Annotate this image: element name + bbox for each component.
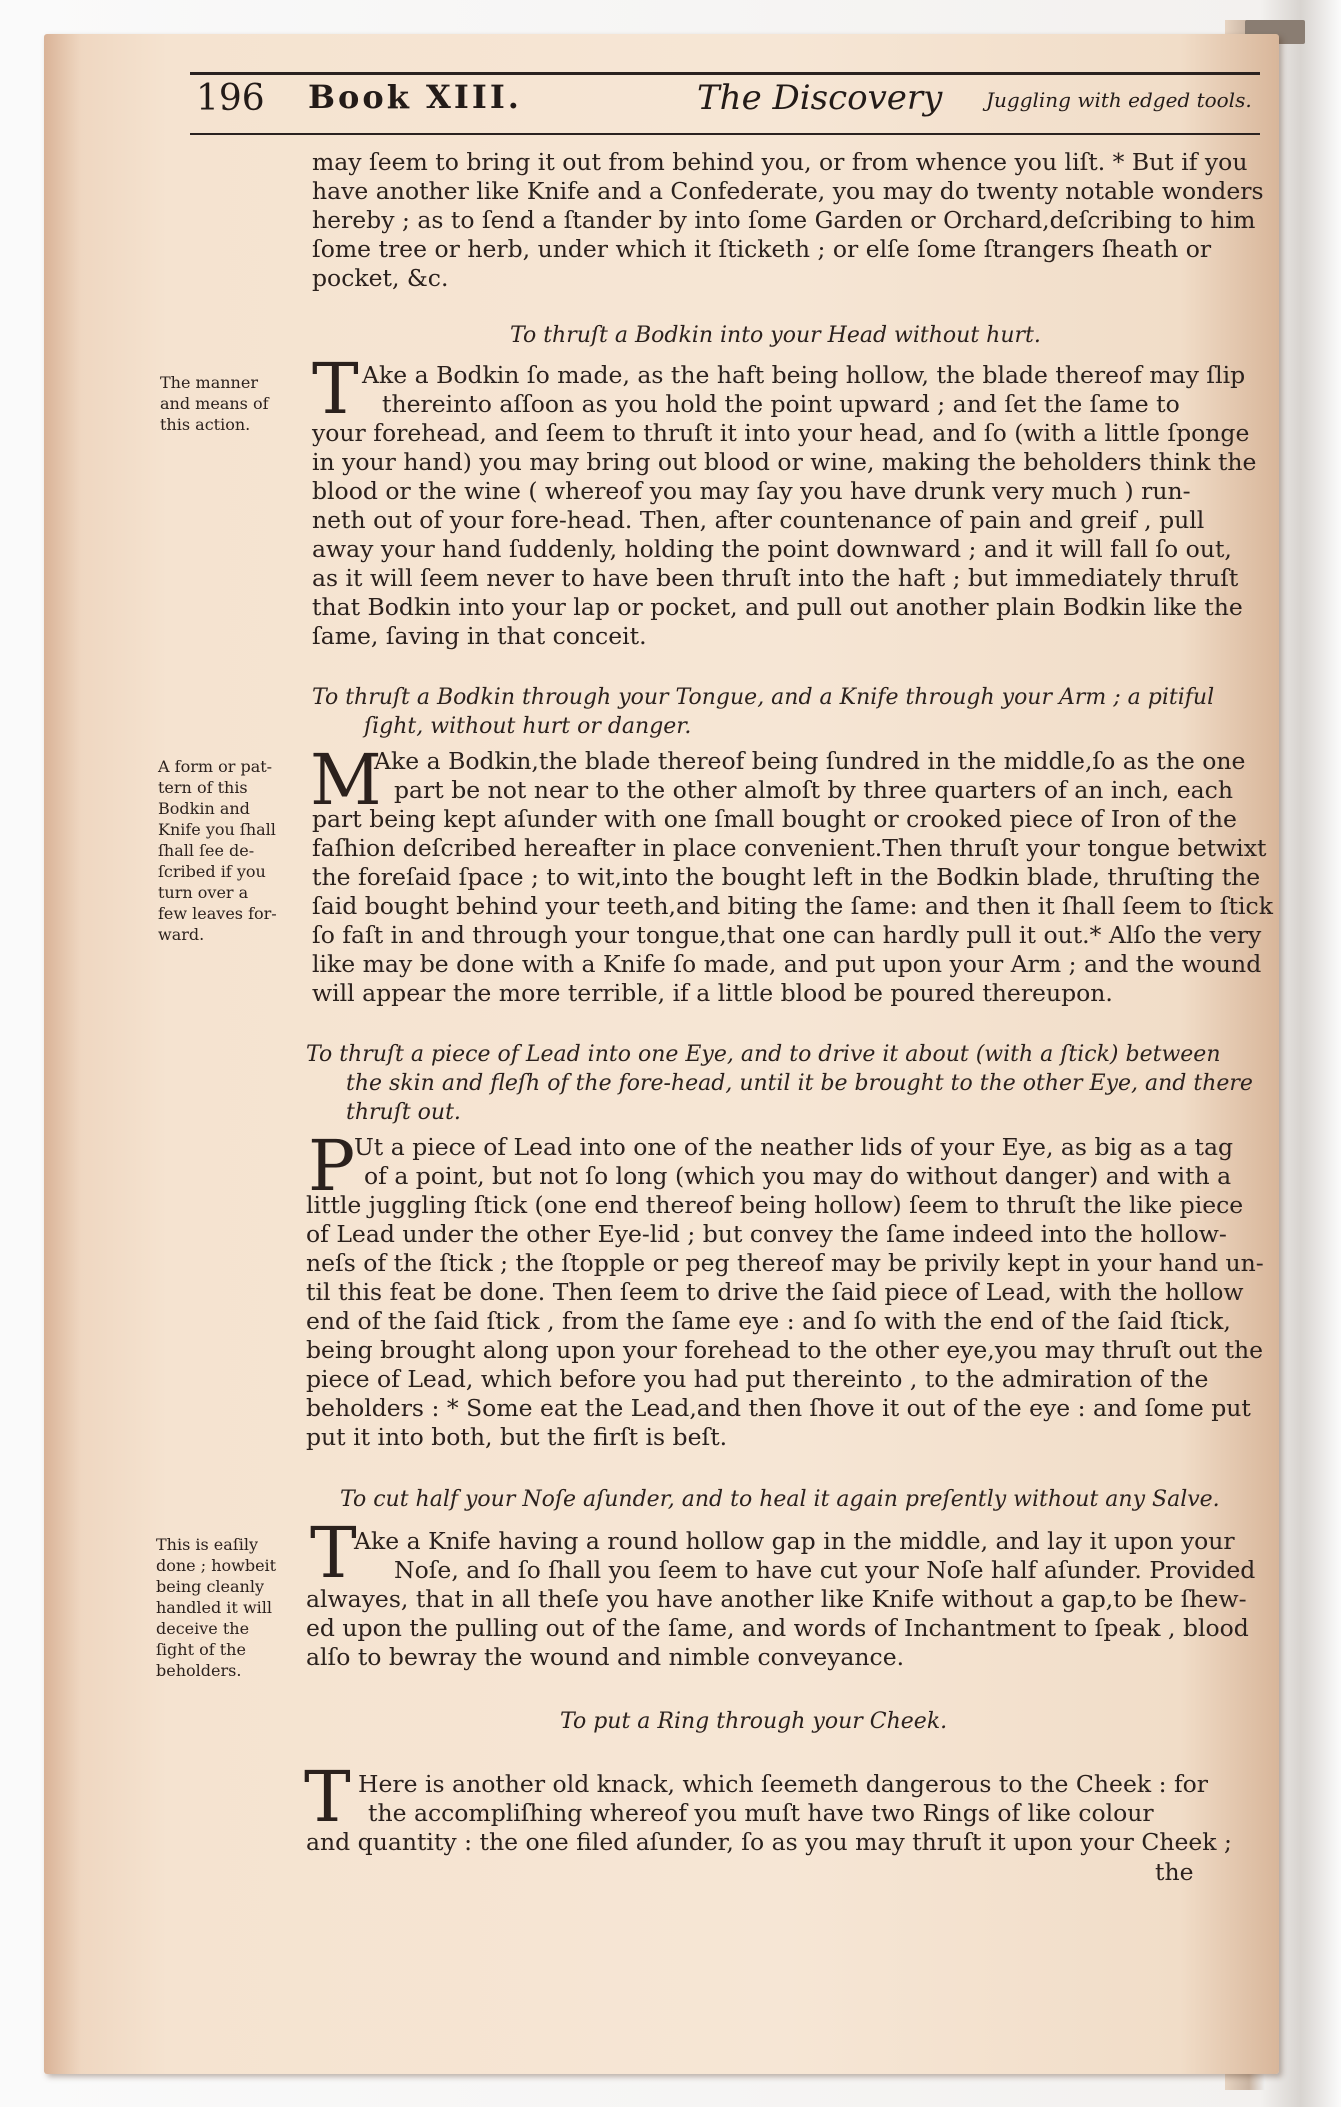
body-line: ſo faſt in and through your tongue,that one can hardly pull it out.* Alſo the very [312, 921, 1262, 949]
section-heading: To cut half your Noſe aſunder, and to heal it again preſently without any Salve. [340, 1487, 1220, 1512]
body-line: til this feat be done. Then ſeem to drive the ſaid piece of Lead, with the hollow [306, 1278, 1244, 1306]
margin-note: A form or pat- [158, 757, 273, 776]
body-line: away your hand ſuddenly, holding the point downward ; and it will fall ſo out, [312, 535, 1232, 563]
intro-line: may ſeem to bring it out from behind you, or from whence you liſt. * But if you [312, 148, 1248, 176]
body-line: the accompliſhing whereof you muſt have two Rings of like colour [368, 1799, 1154, 1827]
body-line: part be not near to the other almoſt by three quarters of an inch, each [394, 776, 1233, 804]
margin-note: ward. [158, 925, 205, 944]
body-line: Ake a Knife having a round hollow gap in the middle, and lay it upon your [354, 1527, 1235, 1555]
book-label: Book XIII. [308, 78, 522, 116]
drop-cap: M [310, 739, 382, 821]
margin-note: The manner [160, 373, 258, 392]
body-line: put it into both, but the firſt is beſt. [306, 1423, 728, 1451]
body-line: piece of Lead, which before you had put thereinto , to the admiration of the [306, 1365, 1209, 1393]
body-line: Ake a Bodkin,the blade thereof being ſundred in the middle,ſo as the one [374, 747, 1246, 775]
body-line: the foreſaid ſpace ; to wit,into the bought left in the Bodkin blade, thruſting the [312, 863, 1261, 891]
body-line: that Bodkin into your lap or pocket, and pull out another plain Bodkin like the [312, 593, 1243, 621]
body-line: blood or the wine ( whereof you may ſay you have drunk very much ) run- [312, 477, 1191, 505]
drop-cap: T [304, 1756, 351, 1838]
intro-line: hereby ; as to ſend a ſtander by into ſome Garden or Orchard,deſcribing to him [312, 206, 1256, 234]
body-line: Noſe, and ſo ſhall you ſeem to have cut your Noſe half aſunder. Provided [394, 1556, 1256, 1584]
body-line: alwayes, that in all theſe you have another like Knife without a gap,to be ſhew- [306, 1585, 1247, 1613]
body-line: neſs of the ſtick ; the ſtopple or peg thereof may be privily kept in your hand un- [306, 1249, 1264, 1277]
body-line: faſhion deſcribed hereafter in place convenient.Then thruſt your tongue betwixt [312, 834, 1267, 862]
margin-note: beholders. [156, 1661, 242, 1680]
running-subject: Juggling with edged tools. [986, 88, 1252, 112]
body-line: of a point, but not ſo long (which you may do without danger) and with a [364, 1162, 1232, 1190]
body-line: Here is another old knack, which ſeemeth dangerous to the Cheek : for [358, 1770, 1209, 1798]
section-heading: To thruſt a piece of Lead into one Eye, and to drive it about (with a ſtick) between [306, 1042, 1221, 1067]
margin-note: ſight of the [156, 1640, 246, 1659]
margin-note: being cleanly [156, 1577, 265, 1596]
page-number: 196 [196, 78, 265, 119]
margin-note: deceive the [156, 1619, 250, 1638]
drop-cap: P [308, 1125, 356, 1207]
section-heading: the skin and fleſh of the fore-head, until it be brought to the other Eye, and there [346, 1071, 1253, 1096]
body-line: Ake a Bodkin ſo made, as the haft being hollow, the blade thereof may ſlip [362, 361, 1246, 389]
margin-note: Bodkin and [158, 799, 250, 818]
margin-note: ſcribed if you [158, 862, 266, 881]
body-line: little juggling ſtick (one end thereof being hollow) ſeem to thruſt the like piece [306, 1191, 1244, 1219]
section-heading: To thruſt a Bodkin into your Head without hurt. [510, 323, 1041, 348]
intro-line: have another like Knife and a Confederate, you may do twenty notable wonders [312, 177, 1264, 205]
body-line: ed upon the pulling out of the ſame, and words of Inchantment to ſpeak , blood [306, 1614, 1249, 1642]
margin-note: This is eaſily [156, 1535, 259, 1554]
intro-line: ſome tree or herb, under which it ſticketh ; or elſe ſome ſtrangers ſheath or [312, 235, 1212, 263]
margin-note: turn over a [158, 883, 249, 902]
body-line: beholders : * Some eat the Lead,and then ſhove it out of the eye : and ſome put [306, 1394, 1251, 1422]
body-line: end of the ſaid ſtick , from the ſame eye : and ſo with the end of the ſaid ſtick, [306, 1307, 1231, 1335]
intro-line: pocket, &c. [312, 264, 449, 292]
body-line: and quantity : the one filed aſunder, ſo as you may thruſt it upon your Cheek ; [306, 1828, 1232, 1856]
header-bottom-rule [190, 133, 1260, 135]
body-line: ſame, ſaving in that conceit. [312, 622, 647, 650]
body-line: like may be done with a Knife ſo made, and put upon your Arm ; and the wound [312, 950, 1262, 978]
margin-note: ſhall ſee de- [158, 841, 255, 860]
margin-note: this action. [160, 415, 251, 434]
drop-cap: T [310, 1512, 357, 1594]
body-line: in your hand) you may bring out blood or wine, making the beholders think the [312, 448, 1257, 476]
body-line: being brought along upon your forehead to the other eye,you may thruſt out the [306, 1336, 1264, 1364]
body-line: alſo to bewray the wound and nimble conveyance. [306, 1643, 905, 1671]
margin-note: Knife you ſhall [158, 820, 276, 839]
margin-note: and means of [160, 394, 269, 413]
body-line: of Lead under the other Eye-lid ; but convey the ſame indeed into the hollow- [306, 1220, 1227, 1248]
section-heading: ſight, without hurt or danger. [364, 714, 692, 739]
body-line: will appear the more terrible, if a little blood be poured thereupon. [312, 979, 1113, 1007]
body-line: ſaid bought behind your teeth,and biting the ſame: and then it ſhall ſeem to ſtick [312, 892, 1273, 920]
body-line: your forehead, and ſeem to thruſt it into your head, and ſo (with a little ſponge [312, 419, 1250, 447]
body-line: Ut a piece of Lead into one of the neather lids of your Eye, as big as a tag [354, 1133, 1234, 1161]
section-heading: To thruſt a Bodkin through your Tongue, and a Knife through your Arm ; a pitiful [312, 685, 1215, 710]
margin-note: tern of this [158, 778, 248, 797]
body-line: part being kept aſunder with one ſmall bought or crooked piece of Iron of the [312, 805, 1237, 833]
running-title: The Discovery [697, 78, 943, 118]
section-heading: To put a Ring through your Cheek. [560, 1709, 948, 1734]
margin-note: handled it will [156, 1598, 272, 1617]
body-line: neth out of your fore-head. Then, after countenance of pain and greif , pull [312, 506, 1205, 534]
catchword: the [1155, 1858, 1194, 1886]
drop-cap: T [312, 348, 359, 430]
section-heading: thruſt out. [346, 1100, 461, 1125]
margin-note: done ; howbeit [156, 1556, 277, 1575]
body-line: thereinto aſſoon as you hold the point upward ; and ſet the ſame to [382, 390, 1180, 418]
header-top-rule [190, 72, 1260, 75]
body-line: as it will ſeem never to have been thruſt into the haft ; but immediately thruſt [312, 564, 1239, 592]
margin-note: few leaves for- [158, 904, 277, 923]
